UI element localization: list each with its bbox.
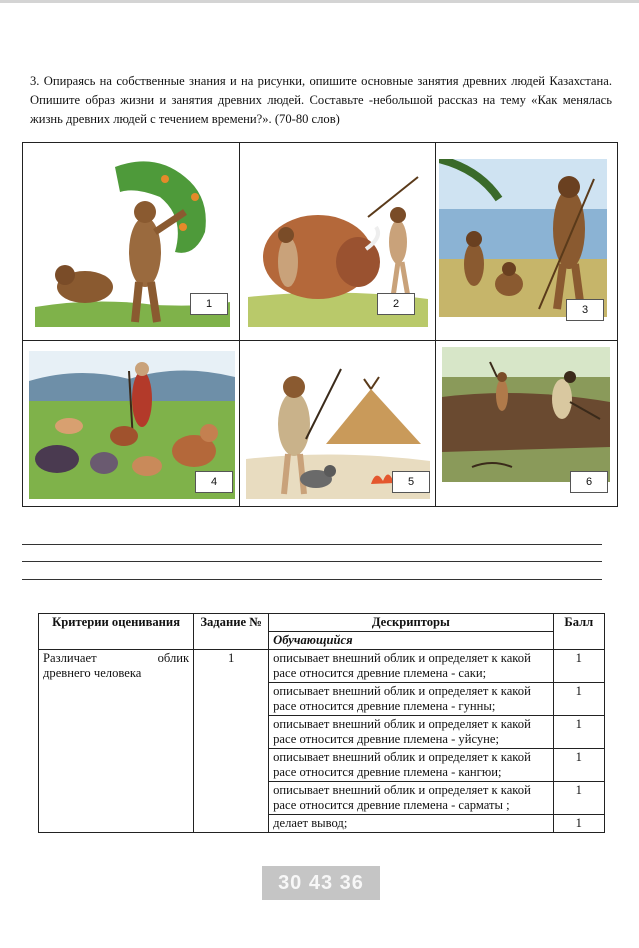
picture-number: 4 (195, 471, 233, 493)
watermark: 30 43 36 (262, 866, 380, 900)
header-criteria: Критерии оценивания (39, 614, 194, 650)
descriptor: описывает внешний облик и определяет к какой расе относится древние племена - кангюи; (269, 749, 554, 782)
table-row (39, 650, 605, 683)
picture-cell-5 (240, 341, 436, 506)
criterion-cell (39, 650, 194, 833)
task-text: 3. Опираясь на собственные знания и на рисунки, опишите основные занятия древних людей Казахстана. Опишите образ жизни и занятия древних людей. Составьте -небольшой рассказ на тему «Как менялась жизнь древних людей с течением времени?». (70-80 слов) (30, 74, 612, 126)
criterion-word-1: Различает (43, 651, 97, 665)
picture-grid (22, 142, 618, 507)
descriptor: делает вывод; (269, 815, 554, 833)
picture-number: 1 (190, 293, 228, 315)
descriptor: описывает внешний облик и определяет к какой расе относится древние племена - гунны; (269, 683, 554, 716)
score: 1 (553, 716, 604, 749)
score: 1 (553, 683, 604, 716)
answer-line-2[interactable] (22, 561, 602, 562)
header-score: Балл (553, 614, 604, 650)
picture-number: 5 (392, 471, 430, 493)
assessment-criteria-table (38, 613, 605, 833)
picture-cell-6 (436, 341, 617, 506)
score: 1 (553, 650, 604, 683)
descriptor: описывает внешний облик и определяет к какой расе относится древние племена - саки; (269, 650, 554, 683)
picture-number: 2 (377, 293, 415, 315)
table-header-row (39, 614, 605, 632)
farmers-tilling-field-icon (442, 347, 610, 482)
header-descriptors: Дескрипторы (269, 614, 554, 632)
score: 1 (553, 815, 604, 833)
header-task-no: Задание № (194, 614, 269, 650)
score: 1 (553, 782, 604, 815)
picture-number: 3 (566, 299, 604, 321)
task-number: 1 (194, 650, 269, 833)
picture-cell-4 (23, 341, 240, 506)
descriptor: описывает внешний облик и определяет к какой расе относится древние племена - уйсуне; (269, 716, 554, 749)
picture-cell-2 (240, 143, 436, 341)
early-humans-with-tools-icon (439, 159, 607, 317)
header-learner: Обучающийся (269, 632, 554, 650)
picture-cell-3 (436, 143, 617, 341)
criterion-line-2: древнего человека (43, 666, 142, 680)
descriptor: описывает внешний облик и определяет к какой расе относится древние племена - сарматы ; (269, 782, 554, 815)
criterion-word-2: облик (157, 651, 190, 665)
score: 1 (553, 749, 604, 782)
picture-number: 6 (570, 471, 608, 493)
answer-line-1[interactable] (22, 544, 602, 545)
top-border (0, 0, 639, 3)
answer-line-3[interactable] (22, 579, 602, 580)
picture-cell-1 (23, 143, 240, 341)
